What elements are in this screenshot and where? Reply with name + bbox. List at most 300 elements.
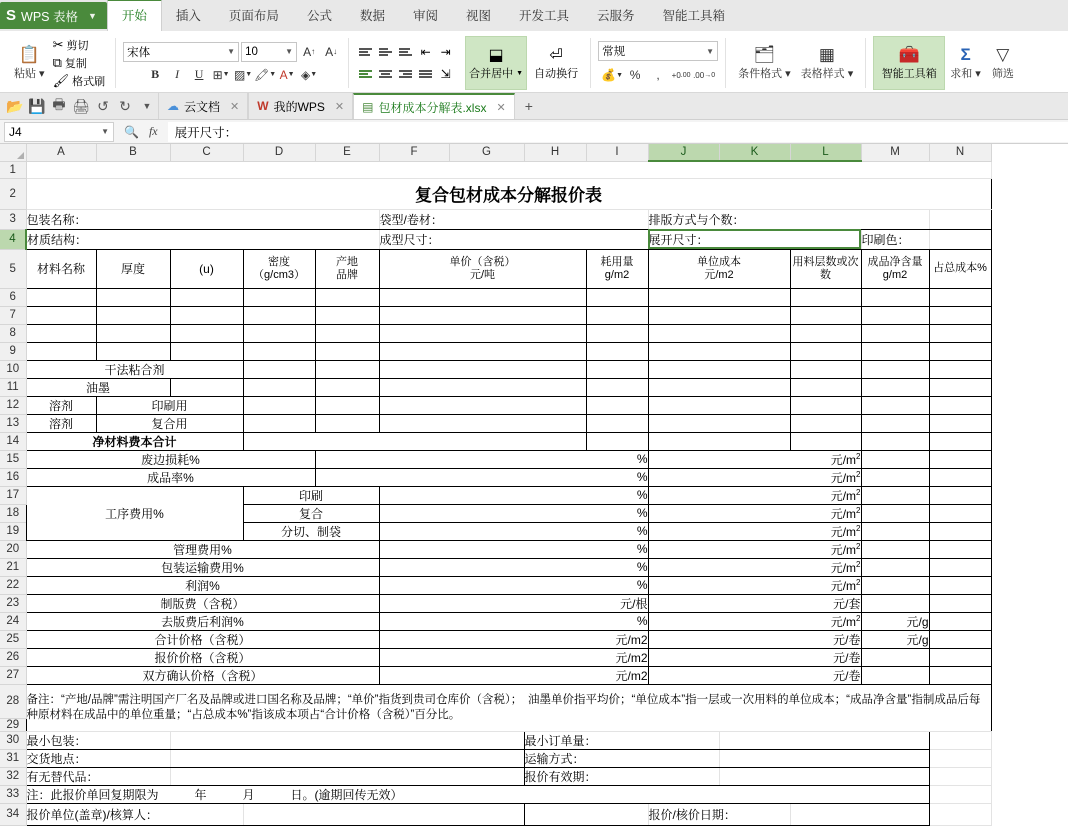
cell-r13-fgh[interactable] <box>379 414 586 432</box>
table-style-button[interactable]: ▦ 表格样式 ▾ <box>800 45 854 80</box>
cell-r15-pct[interactable]: % <box>315 450 648 468</box>
justify-icon[interactable] <box>416 65 435 84</box>
align-left-icon[interactable] <box>356 65 375 84</box>
cell-free-sample-label[interactable]: 有无替代品： <box>26 767 170 785</box>
cell-r13-m[interactable] <box>861 414 929 432</box>
cell-r27-n[interactable] <box>929 666 991 684</box>
tab-my-wps[interactable] <box>248 93 353 119</box>
cell-r17-yuan[interactable] <box>648 486 861 504</box>
cell-r14-i[interactable] <box>586 432 648 450</box>
increase-indent-icon[interactable]: ⇥ <box>440 45 451 59</box>
cell-r13-jk[interactable] <box>648 414 790 432</box>
cell-r11-d[interactable] <box>243 378 315 396</box>
cell-r31-n[interactable] <box>929 749 991 767</box>
cell-r9-jk[interactable] <box>648 342 790 360</box>
cell-note[interactable]: 备注：“产地/品牌”需注明国产厂名及品牌或进口国名称及品牌；“单价”指货到贵司仓库价（含税）； 油墨单价指平均价；“单位成本”指一层或一次用料的单位成本；“成品净含量”指制成品后每种原材料在成品中的单位重量；“占总成本%”指该成本项占“合计价格（含税）”百分比。 <box>26 684 991 731</box>
cell-r4-n[interactable] <box>929 229 991 249</box>
cell-r34-n[interactable] <box>929 803 991 825</box>
tab-page-layout[interactable]: 页面布局 <box>228 9 279 23</box>
row-header-6[interactable]: 6 <box>0 288 26 306</box>
cell-r11-fgh[interactable] <box>379 378 586 396</box>
cell-delivery-place-label[interactable]: 交货地点： <box>26 749 170 767</box>
decrease-decimal-button[interactable]: .00 →0 <box>693 70 716 80</box>
copy-button[interactable] <box>50 54 109 72</box>
cell-r21-n[interactable] <box>929 558 991 576</box>
row-header-16[interactable]: 16 <box>0 468 26 486</box>
cell-plate-fee[interactable]: 制版费（含税） <box>26 594 379 612</box>
grow-font-button[interactable]: A ↑ <box>303 44 316 59</box>
header-origin-brand[interactable] <box>315 249 379 288</box>
cell-quote-price[interactable]: 报价价格（含税） <box>26 648 379 666</box>
cell-layout[interactable]: 排版方式与个数： <box>648 209 929 229</box>
row-header-4[interactable]: 4 <box>0 229 26 249</box>
cell-quote-unit-label[interactable]: 报价单位(盖章)/核算人： <box>26 803 243 825</box>
row-header-20[interactable]: 20 <box>0 540 26 558</box>
cell-r18-yuan[interactable] <box>648 504 861 522</box>
percent-button[interactable]: % <box>629 68 641 82</box>
cell-dry-adhesive[interactable]: 干法粘合剂 <box>26 360 243 378</box>
merge-center-button[interactable] <box>465 36 527 90</box>
cell-r9-b[interactable] <box>96 342 170 360</box>
cell-r6-fgh[interactable] <box>379 288 586 306</box>
cell-transport-value[interactable] <box>719 749 929 767</box>
cell-bag-type[interactable]: 袋型/卷材： <box>379 209 648 229</box>
cell-composite-use[interactable]: 复合用 <box>96 414 243 432</box>
cell-r20-yuan[interactable] <box>648 540 861 558</box>
align-top-icon[interactable] <box>356 43 375 62</box>
cell-r6-jk[interactable] <box>648 288 790 306</box>
cell-min-order-label[interactable]: 最小订单量： <box>524 731 719 749</box>
cell-r21-yuan[interactable] <box>648 558 861 576</box>
cell-r19-yuan[interactable] <box>648 522 861 540</box>
cell-print-use[interactable]: 印刷用 <box>96 396 243 414</box>
cell-r7-l[interactable] <box>790 306 861 324</box>
cell-r12-fgh[interactable] <box>379 396 586 414</box>
cell-r11-i[interactable] <box>586 378 648 396</box>
row-header-2[interactable]: 2 <box>0 178 26 209</box>
cell-r33-n[interactable] <box>929 785 991 803</box>
row-header-10[interactable]: 10 <box>0 360 26 378</box>
header-unit-cost[interactable] <box>648 249 790 288</box>
cell-r22-m[interactable] <box>861 576 929 594</box>
row-header-26[interactable]: 26 <box>0 648 26 666</box>
cell-material-structure[interactable]: 材质结构： <box>26 229 379 249</box>
cell-r27-yuan-juan[interactable]: 元/卷 <box>648 666 861 684</box>
close-icon[interactable]: ✕ <box>230 100 240 113</box>
tab-start[interactable]: 开始 <box>107 0 162 31</box>
cell-r7-b[interactable] <box>96 306 170 324</box>
cell-r11-l[interactable] <box>790 378 861 396</box>
cell-r24-pct[interactable]: % <box>379 612 648 630</box>
column-header-I[interactable]: I <box>586 144 648 161</box>
cell-r8-c[interactable] <box>170 324 243 342</box>
cell-r9-e[interactable] <box>315 342 379 360</box>
cell-r19-pct[interactable]: % <box>379 522 648 540</box>
decrease-indent-icon[interactable]: ⇤ <box>420 45 431 59</box>
borders-button[interactable]: ⊞ ▼ <box>212 67 230 82</box>
tab-cloud-doc[interactable] <box>158 93 248 119</box>
cell-r15-m[interactable] <box>861 450 929 468</box>
cell-r10-i[interactable] <box>586 360 648 378</box>
cell-r26-m[interactable] <box>861 648 929 666</box>
cell-pack-name[interactable]: 包装名称： <box>26 209 379 229</box>
cell-r12-m[interactable] <box>861 396 929 414</box>
cell-r9-m[interactable] <box>861 342 929 360</box>
cell-r14-l[interactable] <box>790 432 861 450</box>
header-consumption[interactable] <box>586 249 648 288</box>
cell-r9-d[interactable] <box>243 342 315 360</box>
cell-r7-i[interactable] <box>586 306 648 324</box>
cell-r7-m[interactable] <box>861 306 929 324</box>
cell-r12-i[interactable] <box>586 396 648 414</box>
cell-r8-e[interactable] <box>315 324 379 342</box>
tab-cloud-service[interactable]: 云服务 <box>597 9 635 23</box>
cell-r7-e[interactable] <box>315 306 379 324</box>
cell-r7-jk[interactable] <box>648 306 790 324</box>
conditional-format-button[interactable]: 🗂 条件格式 ▾ <box>738 45 791 80</box>
cell-r23-m[interactable] <box>861 594 929 612</box>
cell-r23-n[interactable] <box>929 594 991 612</box>
column-header-A[interactable]: A <box>26 144 96 161</box>
row-header-29[interactable]: 29 <box>0 718 26 731</box>
row-header-11[interactable]: 11 <box>0 378 26 396</box>
smart-toolbox-button[interactable] <box>873 36 945 90</box>
tab-developer[interactable]: 开发工具 <box>519 9 570 23</box>
row-header-28[interactable]: 28 <box>0 684 26 718</box>
row-header-27[interactable]: 27 <box>0 666 26 684</box>
cell-net-material-total[interactable]: 净材料费本合计 <box>26 432 243 450</box>
column-header-C[interactable]: C <box>170 144 243 161</box>
cell-solvent2[interactable]: 溶剂 <box>26 414 96 432</box>
cell-r14-n[interactable] <box>929 432 991 450</box>
text-direction-icon[interactable]: ⇲ <box>440 67 451 81</box>
cell-r9-l[interactable] <box>790 342 861 360</box>
cell-r12-d[interactable] <box>243 396 315 414</box>
header-thickness[interactable]: 厚度 <box>96 249 170 288</box>
cell-r10-jk[interactable] <box>648 360 790 378</box>
cell-total-price[interactable]: 合计价格（含税） <box>26 630 379 648</box>
cell-r13-n[interactable] <box>929 414 991 432</box>
row-header-14[interactable]: 14 <box>0 432 26 450</box>
cell-r20-m[interactable] <box>861 540 929 558</box>
cell-r19-m[interactable] <box>861 522 929 540</box>
underline-button[interactable]: U <box>194 67 204 81</box>
header-unit-price[interactable] <box>379 249 586 288</box>
font-size-select[interactable] <box>241 42 297 62</box>
row-header-33[interactable]: 33 <box>0 785 26 803</box>
cell-r8-a[interactable] <box>26 324 96 342</box>
row-header-12[interactable]: 12 <box>0 396 26 414</box>
cell-r8-n[interactable] <box>929 324 991 342</box>
row-header-30[interactable]: 30 <box>0 731 26 749</box>
cell-r7-n[interactable] <box>929 306 991 324</box>
cell-r25-yuan-juan[interactable]: 元/卷 <box>648 630 861 648</box>
cell-r6-a[interactable] <box>26 288 96 306</box>
insert-function-icon[interactable]: fx <box>148 124 158 138</box>
cell-r18-n[interactable] <box>929 504 991 522</box>
cell-yield-rate[interactable]: 成品率% <box>26 468 315 486</box>
column-header-H[interactable]: H <box>524 144 586 161</box>
tab-view[interactable]: 视图 <box>465 9 491 23</box>
cell-process-fee[interactable]: 工序费用% <box>26 486 243 540</box>
autosum-button[interactable]: Σ 求和 ▾ <box>950 45 981 80</box>
cell-style-button[interactable]: ▨ ▼ <box>233 67 253 82</box>
bold-button[interactable]: B <box>151 67 160 81</box>
zoom-icon[interactable]: 🔍 <box>124 124 139 139</box>
increase-decimal-button[interactable]: +0 .00 <box>671 70 691 80</box>
cell-r6-d[interactable] <box>243 288 315 306</box>
cell-r11-m[interactable] <box>861 378 929 396</box>
cell-r10-n[interactable] <box>929 360 991 378</box>
row-header-31[interactable]: 31 <box>0 749 26 767</box>
row-header-21[interactable]: 21 <box>0 558 26 576</box>
cell-r18-m[interactable] <box>861 504 929 522</box>
row-header-13[interactable]: 13 <box>0 414 26 432</box>
column-header-K[interactable]: K <box>719 144 790 161</box>
cell-r16-m[interactable] <box>861 468 929 486</box>
cell-r6-n[interactable] <box>929 288 991 306</box>
redo-icon[interactable]: ↻ <box>119 97 131 114</box>
cell-r30-n[interactable] <box>929 731 991 749</box>
shrink-font-button[interactable]: A ↓ <box>325 44 338 59</box>
cell-r7-a[interactable] <box>26 306 96 324</box>
new-tab-button[interactable]: + <box>524 98 533 114</box>
chevron-down-icon[interactable]: ▼ <box>87 10 97 21</box>
cell-title[interactable]: 复合包材成本分解报价表 <box>26 178 991 209</box>
cell-r24-yuan[interactable] <box>648 612 861 630</box>
cell-compositing[interactable]: 复合 <box>243 504 379 522</box>
cell-profit[interactable]: 利润% <box>26 576 379 594</box>
cell-r32-n[interactable] <box>929 767 991 785</box>
cell-r8-b[interactable] <box>96 324 170 342</box>
cell-note-line[interactable]: 注：此报价单回复期限为 年 月 日。(逾期回传无效） <box>26 785 929 803</box>
column-header-D[interactable]: D <box>243 144 315 161</box>
row-header-22[interactable]: 22 <box>0 576 26 594</box>
row-header-8[interactable]: 8 <box>0 324 26 342</box>
cell-r9-a[interactable] <box>26 342 96 360</box>
chevron-down-icon[interactable]: ▼ <box>142 101 152 111</box>
save-icon[interactable]: 💾 <box>28 97 46 114</box>
cell-r11-jk[interactable] <box>648 378 790 396</box>
name-box[interactable] <box>4 122 114 142</box>
align-middle-icon[interactable] <box>376 43 395 62</box>
cell-r8-i[interactable] <box>586 324 648 342</box>
cell-r24-yuan-g[interactable]: 元/g <box>861 612 929 630</box>
tab-insert[interactable]: 插入 <box>175 9 201 23</box>
header-density[interactable] <box>243 249 315 288</box>
cell-pack-transport-fee[interactable]: 包装运输费用% <box>26 558 379 576</box>
cell-r34-gap[interactable] <box>524 803 648 825</box>
row-header-32[interactable]: 32 <box>0 767 26 785</box>
cell-r26-yuan-m2[interactable]: 元/m2 <box>379 648 648 666</box>
cell-quote-valid-label[interactable]: 报价有效期： <box>524 767 719 785</box>
cell-r8-jk[interactable] <box>648 324 790 342</box>
wrap-text-button[interactable] <box>529 36 583 90</box>
cell-r22-yuan[interactable] <box>648 576 861 594</box>
cell-r8-l[interactable] <box>790 324 861 342</box>
format-painter-button[interactable] <box>50 72 109 90</box>
cell-r22-pct[interactable]: % <box>379 576 648 594</box>
cell-r16-pct[interactable]: % <box>315 468 648 486</box>
tab-data[interactable]: 数据 <box>359 9 385 23</box>
cell-print-color[interactable]: 印刷色： <box>861 229 929 249</box>
align-bottom-icon[interactable] <box>396 43 415 62</box>
cell-r15-yuan[interactable] <box>648 450 861 468</box>
row-header-19[interactable]: 19 <box>0 522 26 540</box>
italic-button[interactable]: I <box>175 67 180 81</box>
cell-r9-fgh[interactable] <box>379 342 586 360</box>
cell-r12-n[interactable] <box>929 396 991 414</box>
cell-form-size[interactable]: 成型尺寸： <box>379 229 648 249</box>
row-header-5[interactable]: 5 <box>0 249 26 288</box>
row-header-9[interactable]: 9 <box>0 342 26 360</box>
row-header-17[interactable]: 17 <box>0 486 26 504</box>
cell-r17-pct[interactable]: % <box>379 486 648 504</box>
comma-button[interactable]: , <box>656 68 660 82</box>
cell-r23-yuan-tao[interactable]: 元/套 <box>648 594 861 612</box>
cell-r16-yuan[interactable] <box>648 468 861 486</box>
cell-slitting-bagging[interactable]: 分切、制袋 <box>243 522 379 540</box>
cell-r27-yuan-m2[interactable]: 元/m2 <box>379 666 648 684</box>
cell-r18-pct[interactable]: % <box>379 504 648 522</box>
print-icon[interactable]: 🖨 <box>72 97 90 114</box>
currency-button[interactable]: 💰 ▼ <box>601 68 624 82</box>
cell-r9-n[interactable] <box>929 342 991 360</box>
cell-r17-n[interactable] <box>929 486 991 504</box>
align-right-icon[interactable] <box>396 65 415 84</box>
cell-r7-fgh[interactable] <box>379 306 586 324</box>
cell-both-confirm-price[interactable]: 双方确认价格（含税） <box>26 666 379 684</box>
cell-expand-size[interactable]: 展开尺寸： <box>648 229 861 249</box>
cell-r27-m[interactable] <box>861 666 929 684</box>
cell-r12-jk[interactable] <box>648 396 790 414</box>
cell-r6-c[interactable] <box>170 288 243 306</box>
cell-r6-i[interactable] <box>586 288 648 306</box>
cell-r26-n[interactable] <box>929 648 991 666</box>
row-header-24[interactable]: 24 <box>0 612 26 630</box>
cell-r13-l[interactable] <box>790 414 861 432</box>
cell-r6-m[interactable] <box>861 288 929 306</box>
cell-r8-fgh[interactable] <box>379 324 586 342</box>
cell-r7-c[interactable] <box>170 306 243 324</box>
tab-formula[interactable]: 公式 <box>306 9 332 23</box>
cell-r25-yuan-g[interactable]: 元/g <box>861 630 929 648</box>
header-layers[interactable]: 用料层数或次数 <box>790 249 861 288</box>
cell-r17-m[interactable] <box>861 486 929 504</box>
row-header-7[interactable]: 7 <box>0 306 26 324</box>
cell-r6-l[interactable] <box>790 288 861 306</box>
cell-quote-valid-value[interactable] <box>719 767 929 785</box>
cell-r13-d[interactable] <box>243 414 315 432</box>
cell-r20-pct[interactable]: % <box>379 540 648 558</box>
font-name-select[interactable] <box>123 42 239 62</box>
cell-printing[interactable]: 印刷 <box>243 486 379 504</box>
header-material-name[interactable]: 材料名称 <box>26 249 96 288</box>
column-header-B[interactable]: B <box>96 144 170 161</box>
cell-r14-deh[interactable] <box>243 432 586 450</box>
cell-r14-m[interactable] <box>861 432 929 450</box>
cell-r10-fgh[interactable] <box>379 360 586 378</box>
filter-button[interactable] <box>986 36 1020 90</box>
cell-delivery-place-value[interactable] <box>170 749 524 767</box>
cell-r10-e[interactable] <box>315 360 379 378</box>
cell-quote-unit-value[interactable] <box>243 803 524 825</box>
cell-quote-date-value[interactable] <box>790 803 929 825</box>
close-icon[interactable]: ✕ <box>496 101 506 114</box>
cell-r6-b[interactable] <box>96 288 170 306</box>
cell-r20-n[interactable] <box>929 540 991 558</box>
cell-row1[interactable] <box>26 161 991 178</box>
cell-r10-m[interactable] <box>861 360 929 378</box>
cell-r10-l[interactable] <box>790 360 861 378</box>
cell-r24-n[interactable] <box>929 612 991 630</box>
close-icon[interactable]: ✕ <box>334 100 345 113</box>
cell-r14-jk[interactable] <box>648 432 790 450</box>
cell-r23-yuan-gen[interactable]: 元/根 <box>379 594 648 612</box>
tab-smart-toolbox[interactable]: 智能工具箱 <box>662 9 726 23</box>
row-header-1[interactable]: 1 <box>0 161 26 178</box>
font-color-button[interactable]: A ▼ <box>279 67 295 82</box>
cell-r9-i[interactable] <box>586 342 648 360</box>
cell-r16-n[interactable] <box>929 468 991 486</box>
row-header-25[interactable]: 25 <box>0 630 26 648</box>
open-file-icon[interactable]: 📂 <box>6 97 24 114</box>
cell-min-pack-value[interactable] <box>170 731 524 749</box>
cell-r12-l[interactable] <box>790 396 861 414</box>
paste-button[interactable]: 📋 粘贴 ▾ <box>14 45 45 80</box>
cell-ink[interactable]: 油墨 <box>26 378 170 396</box>
cell-transport-label[interactable]: 运输方式： <box>524 749 719 767</box>
cell-r13-i[interactable] <box>586 414 648 432</box>
column-header-L[interactable]: L <box>790 144 861 161</box>
cell-r26-yuan-juan[interactable]: 元/卷 <box>648 648 861 666</box>
cell-r12-e[interactable] <box>315 396 379 414</box>
row-header-23[interactable]: 23 <box>0 594 26 612</box>
tab-active-file[interactable] <box>353 93 515 119</box>
header-pct-total[interactable]: 占总成本% <box>929 249 991 288</box>
cell-min-pack-label[interactable]: 最小包装： <box>26 731 170 749</box>
cell-quote-date-label[interactable]: 报价/核价日期： <box>648 803 790 825</box>
cell-r11-c[interactable] <box>170 378 243 396</box>
cell-r3-n[interactable] <box>929 209 991 229</box>
cell-r21-pct[interactable]: % <box>379 558 648 576</box>
cut-button[interactable] <box>50 36 109 54</box>
cell-r7-d[interactable] <box>243 306 315 324</box>
cell-free-sample-value[interactable] <box>170 767 524 785</box>
header-net-weight[interactable] <box>861 249 929 288</box>
cell-r8-d[interactable] <box>243 324 315 342</box>
column-header-E[interactable]: E <box>315 144 379 161</box>
row-header-18[interactable]: 18 <box>0 504 26 522</box>
cell-r11-e[interactable] <box>315 378 379 396</box>
cell-r15-n[interactable] <box>929 450 991 468</box>
column-header-J[interactable]: J <box>648 144 719 161</box>
column-header-M[interactable]: M <box>861 144 929 161</box>
cell-r11-n[interactable] <box>929 378 991 396</box>
cell-r25-n[interactable] <box>929 630 991 648</box>
column-header-G[interactable]: G <box>449 144 524 161</box>
cell-management-fee[interactable]: 管理费用% <box>26 540 379 558</box>
wps-logo-button[interactable] <box>0 2 107 29</box>
cell-r19-n[interactable] <box>929 522 991 540</box>
row-header-3[interactable]: 3 <box>0 209 26 229</box>
row-header-15[interactable]: 15 <box>0 450 26 468</box>
tab-review[interactable]: 审阅 <box>412 9 438 23</box>
formula-input[interactable]: 展开尺寸： <box>168 122 1068 142</box>
select-all-corner[interactable] <box>0 144 26 161</box>
cell-edge-loss[interactable]: 废边损耗% <box>26 450 315 468</box>
cell-r10-d[interactable] <box>243 360 315 378</box>
